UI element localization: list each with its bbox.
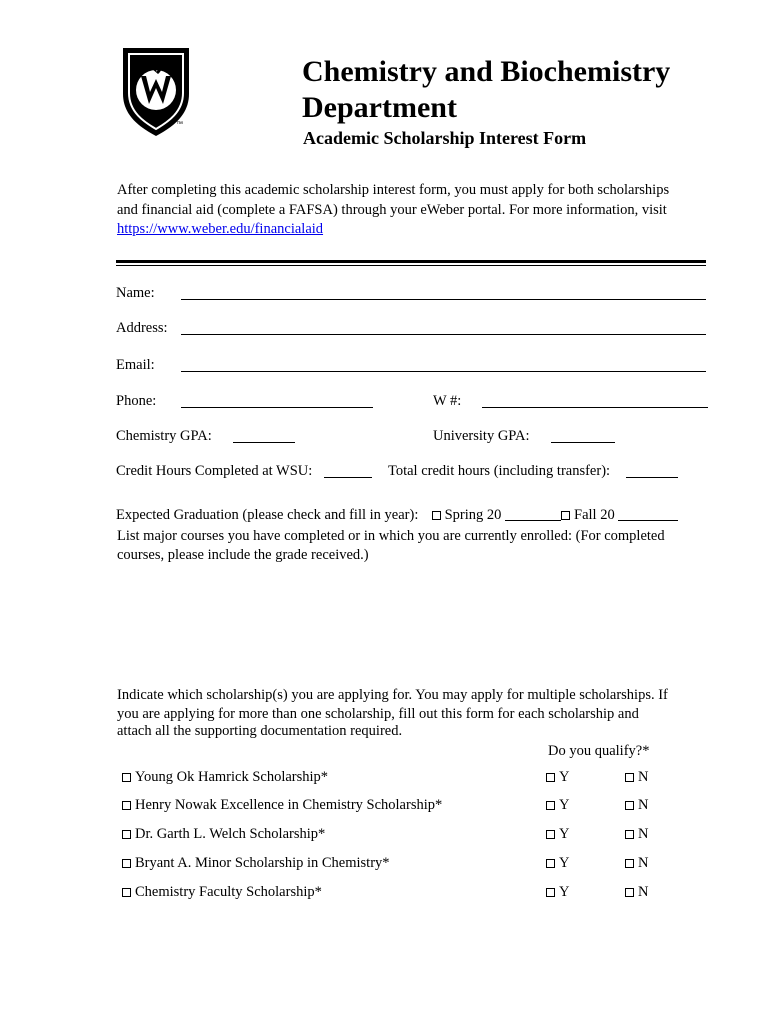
no-label: N xyxy=(638,855,649,871)
scholarship-intro-line-2: you are applying for more than one scholarship, fill out this form for each scholarship and xyxy=(117,706,639,722)
spring-checkbox[interactable] xyxy=(432,511,441,520)
scholarship-checkbox[interactable] xyxy=(122,888,131,897)
qualify-no xyxy=(625,826,648,843)
w-number-field[interactable] xyxy=(482,407,708,408)
scholarship-name: Young Ok Hamrick Scholarship* xyxy=(135,769,329,785)
qualify-yes xyxy=(546,826,569,843)
graduation-row xyxy=(116,507,678,524)
form-subtitle: Academic Scholarship Interest Form xyxy=(303,128,587,148)
qualify-no-checkbox[interactable] xyxy=(625,830,634,839)
qualify-no xyxy=(625,855,648,872)
qualify-yes-checkbox[interactable] xyxy=(546,888,555,897)
scholarship-checkbox[interactable] xyxy=(122,859,131,868)
qualify-yes xyxy=(546,884,569,901)
scholarship-name: Henry Nowak Excellence in Chemistry Scholarship* xyxy=(135,797,443,813)
qualify-yes-checkbox[interactable] xyxy=(546,859,555,868)
spring-year-field[interactable] xyxy=(505,508,561,521)
name-label: Name: xyxy=(116,285,155,301)
no-label: N xyxy=(638,769,649,785)
page-title xyxy=(302,54,722,126)
title-line-1: Chemistry and Biochemistry xyxy=(302,55,671,88)
credit-hours-wsu-label: Credit Hours Completed at WSU: xyxy=(116,463,313,479)
fall-label: Fall 20 xyxy=(574,507,615,523)
qualify-no-checkbox[interactable] xyxy=(625,859,634,868)
financial-aid-link[interactable]: https://www.weber.edu/financialaid xyxy=(117,221,324,237)
scholarship-checkbox[interactable] xyxy=(122,773,131,782)
chemistry-gpa-field[interactable] xyxy=(233,442,295,443)
courses-instruction-line-2: courses, please include the grade received.) xyxy=(117,547,369,563)
qualify-yes xyxy=(546,769,569,786)
fall-checkbox[interactable] xyxy=(561,511,570,520)
scholarship-intro-line-3: attach all the supporting documentation required. xyxy=(117,723,403,739)
title-line-2: Department xyxy=(302,91,457,124)
scholarship-row xyxy=(122,797,442,814)
address-label: Address: xyxy=(116,320,168,336)
phone-label: Phone: xyxy=(116,393,157,409)
w-number-label: W #: xyxy=(433,393,462,409)
divider-thin xyxy=(116,265,706,266)
address-field[interactable] xyxy=(181,334,706,335)
fall-year-field[interactable] xyxy=(618,508,678,521)
email-field[interactable] xyxy=(181,371,706,372)
scholarship-row xyxy=(122,884,322,901)
qualify-no xyxy=(625,769,648,786)
qualify-no xyxy=(625,884,648,901)
no-label: N xyxy=(638,884,649,900)
qualify-no-checkbox[interactable] xyxy=(625,773,634,782)
phone-field[interactable] xyxy=(181,407,373,408)
qualify-header: Do you qualify?* xyxy=(548,743,650,759)
qualify-no-checkbox[interactable] xyxy=(625,801,634,810)
scholarship-name: Bryant A. Minor Scholarship in Chemistry* xyxy=(135,855,390,871)
credit-hours-wsu-field[interactable] xyxy=(324,477,372,478)
no-label: N xyxy=(638,797,649,813)
yes-label: Y xyxy=(559,884,570,900)
name-field[interactable] xyxy=(181,299,706,300)
qualify-yes-checkbox[interactable] xyxy=(546,801,555,810)
total-credit-label: Total credit hours (including transfer): xyxy=(388,463,611,479)
scholarship-intro-line-1: Indicate which scholarship(s) you are applying for. You may apply for multiple scholarships. If xyxy=(117,687,668,703)
divider-thick xyxy=(116,260,706,263)
qualify-no-checkbox[interactable] xyxy=(625,888,634,897)
chemistry-gpa-label: Chemistry GPA: xyxy=(116,428,212,444)
university-gpa-field[interactable] xyxy=(551,442,615,443)
yes-label: Y xyxy=(559,826,570,842)
scholarship-name: Dr. Garth L. Welch Scholarship* xyxy=(135,826,326,842)
total-credit-field[interactable] xyxy=(626,477,678,478)
university-gpa-label: University GPA: xyxy=(433,428,530,444)
graduation-label: Expected Graduation (please check and fill in year): xyxy=(116,507,419,523)
no-label: N xyxy=(638,826,649,842)
scholarship-row xyxy=(122,826,325,843)
qualify-yes xyxy=(546,797,569,814)
qualify-yes-checkbox[interactable] xyxy=(546,830,555,839)
courses-instruction-line-1: List major courses you have completed or in which you are currently enrolled: (For completed xyxy=(117,528,665,544)
scholarship-row xyxy=(122,769,328,786)
scholarship-row xyxy=(122,855,390,872)
trademark-mark: ™ xyxy=(176,121,183,128)
intro-line-1: After completing this academic scholarship interest form, you must apply for both scholarships xyxy=(117,182,670,198)
yes-label: Y xyxy=(559,797,570,813)
scholarship-name: Chemistry Faculty Scholarship* xyxy=(135,884,322,900)
yes-label: Y xyxy=(559,855,570,871)
spring-label: Spring 20 xyxy=(444,507,502,523)
email-label: Email: xyxy=(116,357,155,373)
scholarship-checkbox[interactable] xyxy=(122,830,131,839)
qualify-yes xyxy=(546,855,569,872)
qualify-no xyxy=(625,797,648,814)
qualify-yes-checkbox[interactable] xyxy=(546,773,555,782)
intro-line-2: and financial aid (complete a FAFSA) through your eWeber portal. For more information, visit xyxy=(117,202,667,218)
scholarship-checkbox[interactable] xyxy=(122,801,131,810)
yes-label: Y xyxy=(559,769,570,785)
